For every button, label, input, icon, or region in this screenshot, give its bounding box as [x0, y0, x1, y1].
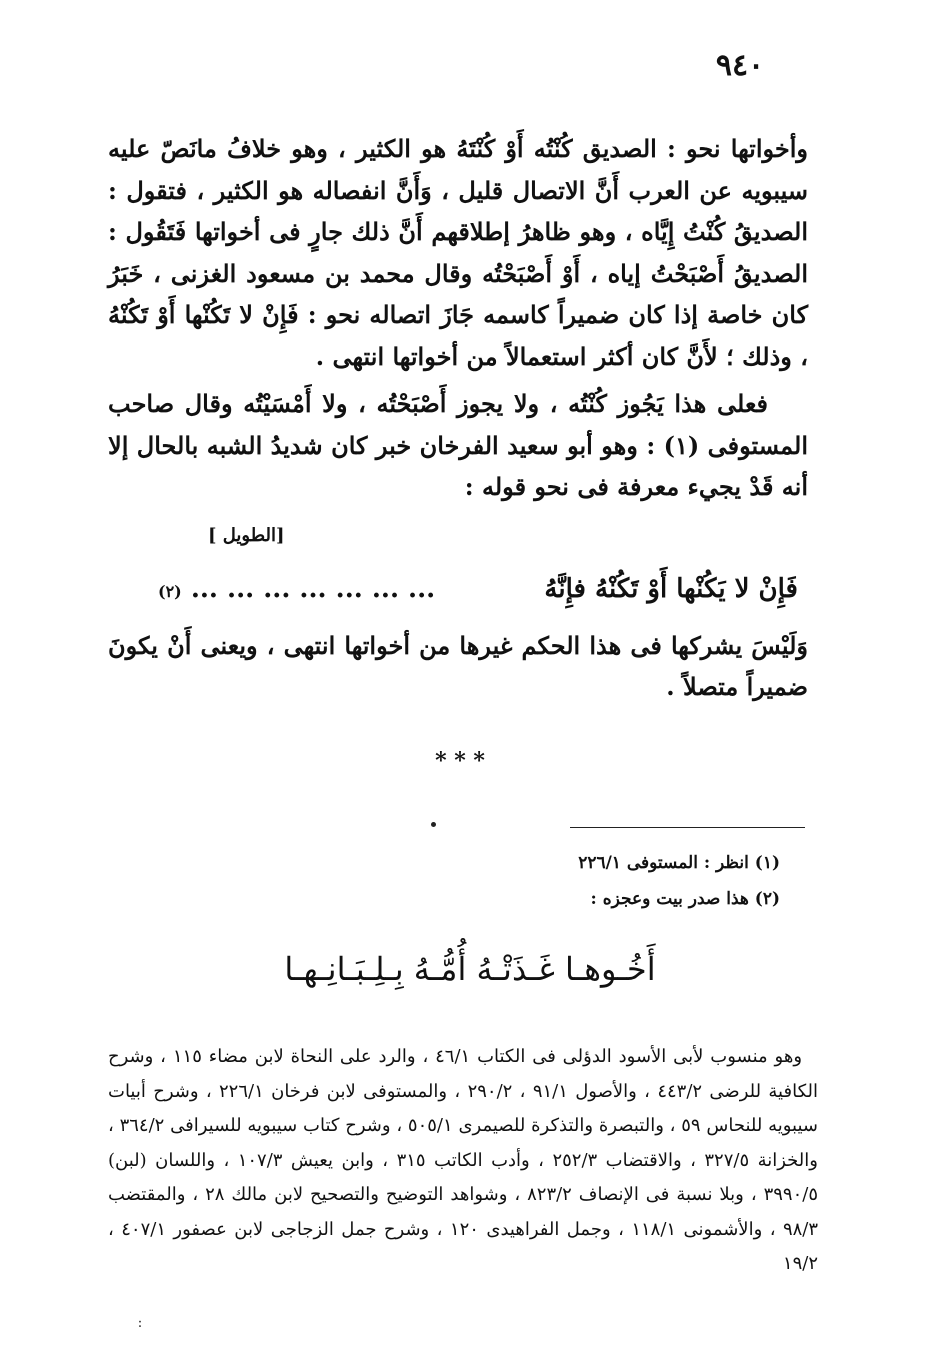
verse-line [108, 556, 808, 625]
verse-second-hemistich: أَخُـوهـا غَـذَتْـهُ أُمُّـهُ بِـلِـبَـانِـهـا [284, 950, 656, 988]
stray-mark: : [137, 1315, 143, 1331]
section-separator: * * * [435, 748, 485, 774]
verse-missing-hemistich: ... ... ... ... ... ... ... [190, 573, 436, 604]
verse-footnote-mark: (٢) [158, 581, 182, 601]
paragraph-1: وأخواتها نحو : الصديق كُنْتُه أَوْ كُنْتَهُ هو الكثير ، وهو خلافُ مانَصّ عليه سيبويه عن العرب أَنَّ الاتصال قليل ، وَأَنَّ انفصاله هو الكثير ، فتقول : الصديقُ كُنْتُ إِيَّاه ، وهو ظاهرُ إطلاقهم أَنَّ ذلك جارٍ فى أخواتها فَتَقُول : الصديقُ أَصْبَحْتُ إياه ، أَوْ أَصْبَحْتُه وقال محمد بن مسعود الغزنى ، خَبَرُ كان خاصة إذا كان ضميراً كاسمه جَازَ اتصاله نحو : فَإِنْ لا تَكُنْها أَوْ تَكُنْهُ ، وذلك ؛ لأَنَّ كان أكثر استعمالاً من أخواتها انتهى . [108, 134, 808, 371]
verse-ellipsis-group [158, 556, 435, 625]
main-text [108, 128, 808, 708]
paragraph-3: وَلَيْسَ يشركها فى هذا الحكم غيرها من أخواتها انتهى ، ويعنى أَنْ يكونَ ضميراً متصلاً . [108, 630, 808, 701]
verse-first-hemistich: فَإِنْ لا يَكُنْها أَوْ تَكُنْهُ فإِنَّهُ [544, 573, 798, 604]
footnote-1: (١) انظر : المستوفى ٢٢٦/١ [578, 853, 780, 873]
stray-dot [431, 822, 436, 827]
page-number: ٩٤٠ [715, 48, 765, 83]
paragraph-2: فعلى هذا يَجُوز كُنْتُه ، ولا يجوز أَصْبَحْتُه ، ولا أَمْسَيْتُه وقال صاحب المستوفى (١) : وهو أبو سعيد الفرخان خبر كان شديدُ الشبه بالحال إلا أنه قَدْ يجيء معرفة فى نحو قوله : [108, 389, 809, 501]
footnote-2: (٢) هذا صدر بيت وعجزه : [590, 889, 780, 909]
footnote-divider [570, 827, 805, 828]
meter-label: [الطويل ] [208, 524, 285, 546]
source-note [108, 1040, 818, 1282]
source-note-text: وهو منسوب لأبى الأسود الدؤلى فى الكتاب ٤٦/١ ، والرد على النحاة لابن مضاء ١١٥ ، وشرح الكافية للرضى ٤٤٣/٢ ، والأصول ٩١/١ ، ٢٩٠/٢ ، والمستوفى لابن فرخان ٢٢٦/١ ، وشرح أبيات سيبويه للنحاس ٥٩ ، والتبصرة والتذكرة للصيمرى ٥٠٥/١ ، وشرح كتاب سيبويه للسيرافى ٣٦٤/٢ ، والخزانة ٣٢٧/٥ ، والاقتضاب ٢٥٢/٣ ، وأدب الكاتب ٣١٥ ، وابن يعيش ١٠٧/٣ ، واللسان (لبن) ٣٩٩٠/٥ ، وبلا نسبة فى الإنصاف ٨٢٣/٢ ، وشواهد التوضيح والتصحيح لابن مالك ٢٨ ، والمقتضب ٩٨/٣ ، والأشمونى ١١٨/١ ، وجمل الفراهيدى ١٢٠ ، وشرح جمل الزجاجى لابن عصفور ٤٠٧/١ ، ١٩/٢ [108, 1046, 819, 1274]
footnotes [480, 845, 780, 917]
